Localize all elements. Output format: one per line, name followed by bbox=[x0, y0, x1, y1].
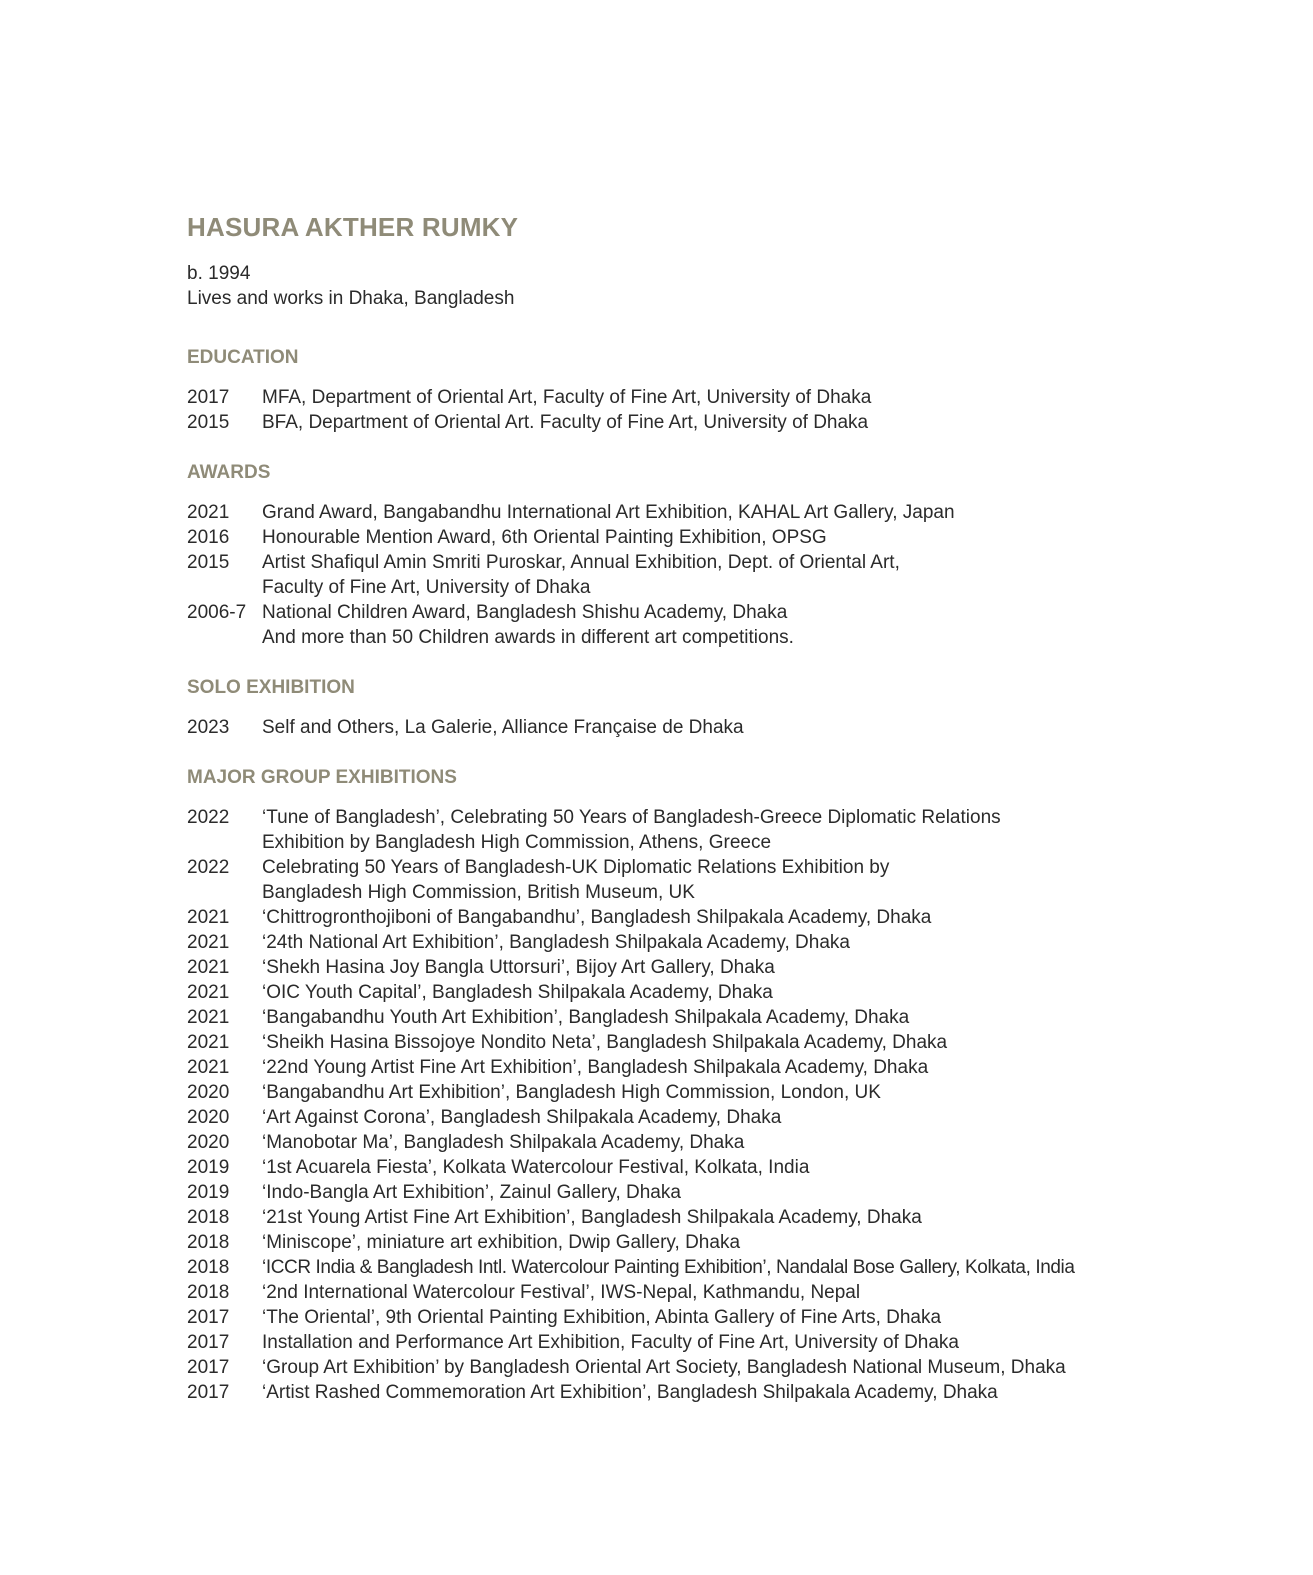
entry-year: 2015 bbox=[187, 412, 230, 433]
entry-text: ‘OIC Youth Capital’, Bangladesh Shilpakala Academy, Dhaka bbox=[262, 982, 773, 1003]
section-title-solo-exhibition: SOLO EXHIBITION bbox=[187, 677, 355, 698]
list-item bbox=[187, 1205, 1187, 1230]
list-item bbox=[187, 1055, 1187, 1080]
entry-year bbox=[187, 880, 262, 905]
list-item bbox=[187, 1305, 1187, 1330]
entry-year: 2020 bbox=[187, 1082, 230, 1103]
entry-year: 2021 bbox=[187, 932, 230, 953]
entry-year: 2021 bbox=[187, 1032, 230, 1053]
list-item bbox=[187, 575, 1187, 600]
entry-text: Exhibition by Bangladesh High Commission, Athens, Greece bbox=[262, 832, 772, 853]
list-item bbox=[187, 930, 1187, 955]
list-item bbox=[187, 1380, 1187, 1405]
entry-year: 2020 bbox=[187, 1107, 230, 1128]
section-title-group-exhibitions: MAJOR GROUP EXHIBITIONS bbox=[187, 767, 457, 788]
entry-year: 2018 bbox=[187, 1232, 230, 1253]
entry-year: 2022 bbox=[187, 857, 230, 878]
entry-year: 2021 bbox=[187, 907, 230, 928]
entry-text: Grand Award, Bangabandhu International Art Exhibition, KAHAL Art Gallery, Japan bbox=[262, 502, 955, 523]
entry-text: ‘The Oriental’, 9th Oriental Painting Exhibition, Abinta Gallery of Fine Arts, Dhaka bbox=[262, 1307, 942, 1328]
list-item bbox=[187, 1005, 1187, 1030]
list-item bbox=[187, 1280, 1187, 1305]
solo-exhibition-list bbox=[187, 715, 1187, 740]
list-item bbox=[187, 1130, 1187, 1155]
list-item bbox=[187, 1180, 1187, 1205]
cv-page bbox=[187, 211, 1187, 1405]
entry-year: 2020 bbox=[187, 1132, 230, 1153]
list-item bbox=[187, 600, 1187, 625]
artist-name: HASURA AKTHER RUMKY bbox=[187, 212, 519, 242]
entry-text: BFA, Department of Oriental Art. Faculty of Fine Art, University of Dhaka bbox=[262, 412, 869, 433]
list-item bbox=[187, 1080, 1187, 1105]
entry-year: 2019 bbox=[187, 1182, 230, 1203]
group-exhibitions-list bbox=[187, 805, 1187, 1405]
entry-text: ‘Bangabandhu Youth Art Exhibition’, Bangladesh Shilpakala Academy, Dhaka bbox=[262, 1007, 910, 1028]
list-item bbox=[187, 1105, 1187, 1130]
entry-year: 2018 bbox=[187, 1257, 230, 1278]
entry-text: ‘22nd Young Artist Fine Art Exhibition’, Bangladesh Shilpakala Academy, Dhaka bbox=[262, 1057, 929, 1078]
entry-year: 2017 bbox=[187, 1332, 230, 1353]
entry-text: Celebrating 50 Years of Bangladesh-UK Diplomatic Relations Exhibition by bbox=[262, 857, 890, 878]
entry-year: 2021 bbox=[187, 1007, 230, 1028]
list-item bbox=[187, 500, 1187, 525]
list-item bbox=[187, 1155, 1187, 1180]
list-item bbox=[187, 625, 1187, 650]
entry-text: ‘Shekh Hasina Joy Bangla Uttorsuri’, Bijoy Art Gallery, Dhaka bbox=[262, 957, 775, 978]
entry-text: ‘Indo-Bangla Art Exhibition’, Zainul Gallery, Dhaka bbox=[262, 1182, 681, 1203]
entry-year: 2017 bbox=[187, 387, 230, 408]
entry-text: Faculty of Fine Art, University of Dhaka bbox=[262, 577, 591, 598]
residence: Lives and works in Dhaka, Bangladesh bbox=[187, 288, 515, 309]
entry-year: 2017 bbox=[187, 1307, 230, 1328]
entry-year: 2017 bbox=[187, 1382, 230, 1403]
solo-exhibition-section bbox=[187, 675, 1187, 740]
list-item bbox=[187, 905, 1187, 930]
group-exhibitions-section bbox=[187, 765, 1187, 1405]
entry-year bbox=[187, 625, 262, 650]
birth-year: b. 1994 bbox=[187, 263, 251, 284]
list-item bbox=[187, 1330, 1187, 1355]
list-item bbox=[187, 410, 1187, 435]
section-title-awards: AWARDS bbox=[187, 462, 271, 483]
entry-text: ‘1st Acuarela Fiesta’, Kolkata Watercolour Festival, Kolkata, India bbox=[262, 1157, 810, 1178]
entry-text: ‘Manobotar Ma’, Bangladesh Shilpakala Academy, Dhaka bbox=[262, 1132, 745, 1153]
entry-text: ‘Chittrogronthojiboni of Bangabandhu’, Bangladesh Shilpakala Academy, Dhaka bbox=[262, 907, 932, 928]
list-item bbox=[187, 1230, 1187, 1255]
entry-year: 2021 bbox=[187, 1057, 230, 1078]
list-item bbox=[187, 1030, 1187, 1055]
list-item bbox=[187, 385, 1187, 410]
list-item bbox=[187, 880, 1187, 905]
entry-year bbox=[187, 575, 262, 600]
entry-year: 2018 bbox=[187, 1207, 230, 1228]
list-item bbox=[187, 715, 1187, 740]
list-item bbox=[187, 955, 1187, 980]
entry-text: ‘Bangabandhu Art Exhibition’, Bangladesh High Commission, London, UK bbox=[262, 1082, 881, 1103]
entry-text: Artist Shafiqul Amin Smriti Puroskar, Annual Exhibition, Dept. of Oriental Art, bbox=[262, 552, 900, 573]
entry-year bbox=[187, 830, 262, 855]
entry-text: MFA, Department of Oriental Art, Faculty of Fine Art, University of Dhaka bbox=[262, 387, 872, 408]
entry-text: ‘21st Young Artist Fine Art Exhibition’, Bangladesh Shilpakala Academy, Dhaka bbox=[262, 1207, 922, 1228]
entry-year: 2017 bbox=[187, 1357, 230, 1378]
entry-year: 2018 bbox=[187, 1282, 230, 1303]
list-item bbox=[187, 980, 1187, 1005]
entry-text: National Children Award, Bangladesh Shishu Academy, Dhaka bbox=[262, 602, 788, 623]
entry-year: 2021 bbox=[187, 502, 230, 523]
education-section bbox=[187, 345, 1187, 435]
entry-text: ‘2nd International Watercolour Festival’, IWS-Nepal, Kathmandu, Nepal bbox=[262, 1282, 861, 1303]
entry-year: 2006-7 bbox=[187, 602, 247, 623]
bio-block bbox=[187, 261, 1187, 311]
entry-text: Installation and Performance Art Exhibition, Faculty of Fine Art, University of Dhaka bbox=[262, 1332, 959, 1353]
entry-text: ‘24th National Art Exhibition’, Bangladesh Shilpakala Academy, Dhaka bbox=[262, 932, 850, 953]
entry-year: 2023 bbox=[187, 717, 230, 738]
entry-year: 2019 bbox=[187, 1157, 230, 1178]
entry-year: 2021 bbox=[187, 957, 230, 978]
entry-text: Self and Others, La Galerie, Alliance Française de Dhaka bbox=[262, 717, 744, 738]
list-item bbox=[187, 1355, 1187, 1380]
awards-list bbox=[187, 500, 1187, 650]
entry-text: ‘Sheikh Hasina Bissojoye Nondito Neta’, Bangladesh Shilpakala Academy, Dhaka bbox=[262, 1032, 948, 1053]
entry-year: 2022 bbox=[187, 807, 230, 828]
entry-text: ‘ICCR India & Bangladesh Intl. Watercolour Painting Exhibition’, Nandalal Bose Gallery, Kolkata, India bbox=[262, 1257, 1075, 1278]
entry-text: Bangladesh High Commission, British Museum, UK bbox=[262, 882, 695, 903]
entry-text: Honourable Mention Award, 6th Oriental Painting Exhibition, OPSG bbox=[262, 527, 827, 548]
entry-text: ‘Tune of Bangladesh’, Celebrating 50 Years of Bangladesh-Greece Diplomatic Relations bbox=[262, 807, 1001, 828]
list-item bbox=[187, 805, 1187, 830]
list-item bbox=[187, 830, 1187, 855]
entry-year: 2016 bbox=[187, 527, 230, 548]
section-title-education: EDUCATION bbox=[187, 347, 299, 368]
entry-text: ‘Art Against Corona’, Bangladesh Shilpakala Academy, Dhaka bbox=[262, 1107, 782, 1128]
entry-text: And more than 50 Children awards in different art competitions. bbox=[262, 627, 794, 648]
list-item bbox=[187, 525, 1187, 550]
list-item bbox=[187, 1255, 1187, 1280]
list-item bbox=[187, 855, 1187, 880]
education-list bbox=[187, 385, 1187, 435]
entry-year: 2021 bbox=[187, 982, 230, 1003]
entry-year: 2015 bbox=[187, 552, 230, 573]
entry-text: ‘Miniscope’, miniature art exhibition, Dwip Gallery, Dhaka bbox=[262, 1232, 741, 1253]
list-item bbox=[187, 550, 1187, 575]
awards-section bbox=[187, 460, 1187, 650]
entry-text: ‘Group Art Exhibition’ by Bangladesh Oriental Art Society, Bangladesh National Museum, Dhaka bbox=[262, 1357, 1066, 1378]
entry-text: ‘Artist Rashed Commemoration Art Exhibition’, Bangladesh Shilpakala Academy, Dhaka bbox=[262, 1382, 998, 1403]
